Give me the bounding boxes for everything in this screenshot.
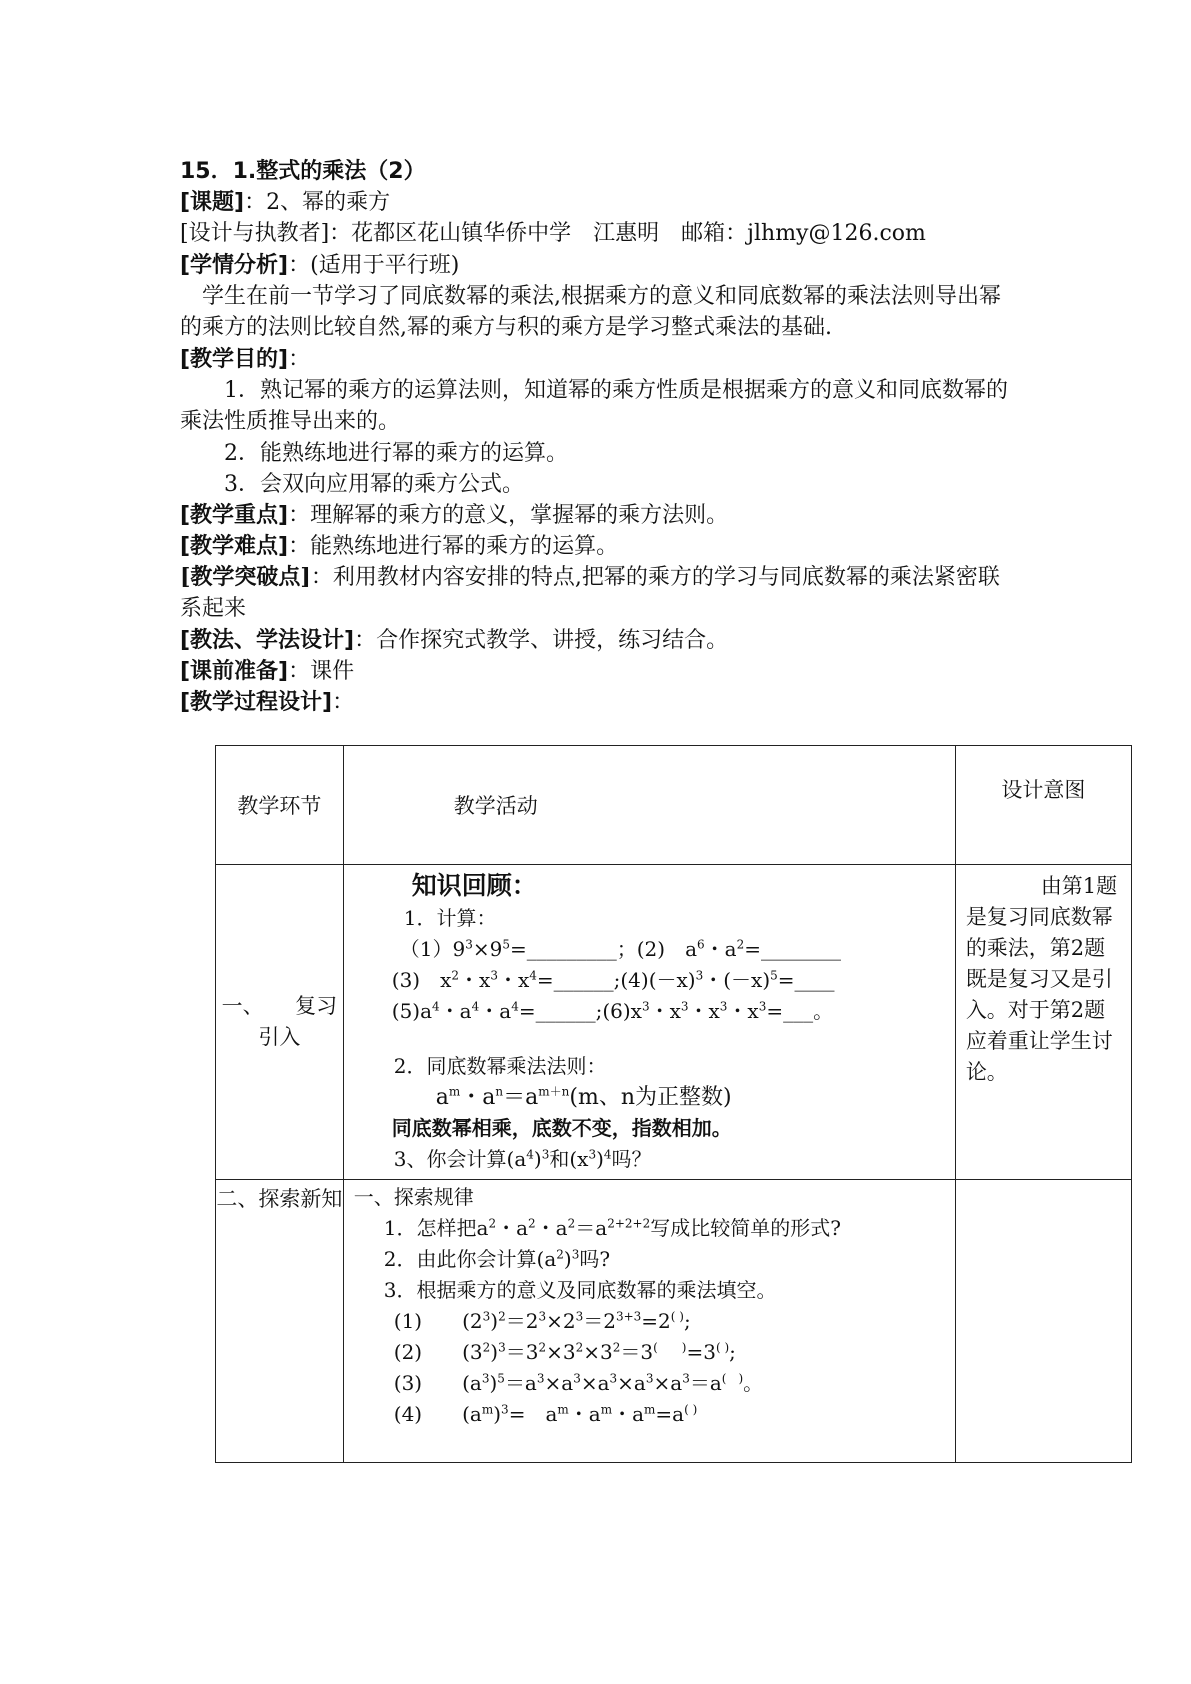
explore-subtitle: 一、探索规律 <box>353 1185 474 1209</box>
fill-item-4: (4) $(a^m)^3=$ $a^m$・$a^m$・$a^m=a^{( )}$ <box>393 1402 698 1426</box>
stage-review <box>216 865 344 1180</box>
analysis-line: [学情分析]：(适用于平行班) <box>180 253 460 278</box>
stage-review-b: 引入 <box>258 1025 301 1049</box>
designer-line: [设计与执教者]：花都区花山镇华侨中学 江惠明 邮箱：jlhmy@126.com <box>180 221 926 246</box>
review-q3: 3、你会计算$(a^4)^3$和$(x^3)^4$吗？ <box>393 1147 652 1171</box>
prep-line: [课前准备]：课件 <box>180 659 355 684</box>
fill-item-3: (3) $(a^3)^5=a^3\times a^3\times a^3\times a^3\times a^3=a^{( )}$。 <box>393 1371 764 1395</box>
topic-line: [课题]：2、幂的乘方 <box>180 190 391 215</box>
review-q1: 1．计算： <box>403 906 497 930</box>
goal-2: 2．能熟练地进行幂的乘方的运算。 <box>224 441 568 466</box>
process-table <box>215 745 1132 1463</box>
difficulty-line: [教学难点]：能熟练地进行幂的乘方的运算。 <box>180 534 619 559</box>
goals-heading: [教学目的]： <box>180 347 311 372</box>
rule-statement: 同底数幂相乘，底数不变，指数相加。 <box>391 1116 732 1140</box>
page-title: 15．1.整式的乘法（2） <box>180 159 426 184</box>
process-heading: [教学过程设计]： <box>180 690 355 715</box>
breakthrough-line: [教学突破点]：利用教材内容安排的特点,把幂的乘方的学习与同底数幂的乘法紧密联系起来 <box>180 564 1000 621</box>
method-line: [教法、学法设计]：合作探究式教学、讲授，练习结合。 <box>180 628 729 653</box>
header-stage: 教学环节 <box>216 746 344 865</box>
stage-explore: 二、探索新知 <box>216 1180 344 1463</box>
review-calc-line-3: $(5)a^4$・$a^4$・$a^4=\_\_\_\_\_\_;(6)x^3$・$x^3$・$x^3$・$x^3=\_\_\_$。 <box>391 999 834 1023</box>
intent-review: 由第1题是复习同底数幂的乘法，第2题既是复习又是引入。对于第2题应着重让学生讨论。 <box>955 865 1131 1180</box>
fill-item-2: (2) $(3^2)^3=3^2\times 3^2\times 3^2=3^{( )}=3^{( )}$; <box>393 1340 736 1364</box>
analysis-text: 学生在前一节学习了同底数幂的乘法,根据乘方的意义和同底数幂的乘法法则导出幂的乘方的法则比较自然,幂的乘方与积的乘方是学习整式乘法的基础. <box>180 284 1001 340</box>
goal-1: 1．熟记幂的乘方的运算法则，知道幂的乘方性质是根据乘方的意义和同底数幂的乘法性质推导出来的。 <box>180 378 1008 434</box>
rule-title: 2．同底数幂乘法法则： <box>393 1054 607 1078</box>
intent-explore <box>955 1180 1131 1463</box>
goal-3: 3．会双向应用幂的乘方公式。 <box>224 472 524 497</box>
rule-formula: $a^m$・$a^n=a^{m+n}(m$、n为正整数) <box>435 1084 732 1110</box>
key-points-line: [教学重点]：理解幂的乘方的意义，掌握幂的乘方法则。 <box>180 503 729 528</box>
explore-q2: 2．由此你会计算$(a^2)^3$吗? <box>383 1247 611 1271</box>
review-calc-line-2: (3) $x^2$・$x^3$・$x^4=\_\_\_\_\_\_;(4)(-x)^3$・$(-x)^5=\_\_\_\_$ <box>391 968 835 992</box>
explore-q1: 1．怎样把$a^2$・$a^2$・$a^2=a^{2+2+2}$写成比较简单的形式? <box>383 1216 841 1240</box>
fill-item-1: (1) $(2^3)^2=2^3\times 2^3=2^{3+3}=2^{( )}$; <box>393 1309 691 1333</box>
header-intent: 设计意图 <box>955 746 1131 865</box>
table-header-row <box>216 746 1132 865</box>
stage-review-a: 一、 复习 <box>221 994 338 1018</box>
header-activity: 教学活动 <box>343 746 955 865</box>
table-row <box>216 865 1132 1180</box>
table-row <box>216 1180 1132 1463</box>
review-title: 知识回顾： <box>411 871 537 900</box>
activity-review <box>343 865 955 1180</box>
review-calc-line-1: $(1)9^3\times 9^5=\_\_\_\_\_\_\_\_\_$；(2) $a^6$・$a^2=\_\_\_\_\_\_\_\_$ <box>399 937 841 961</box>
explore-q3: 3．根据乘方的意义及同底数幂的乘法填空。 <box>383 1278 777 1302</box>
activity-explore <box>343 1180 955 1463</box>
